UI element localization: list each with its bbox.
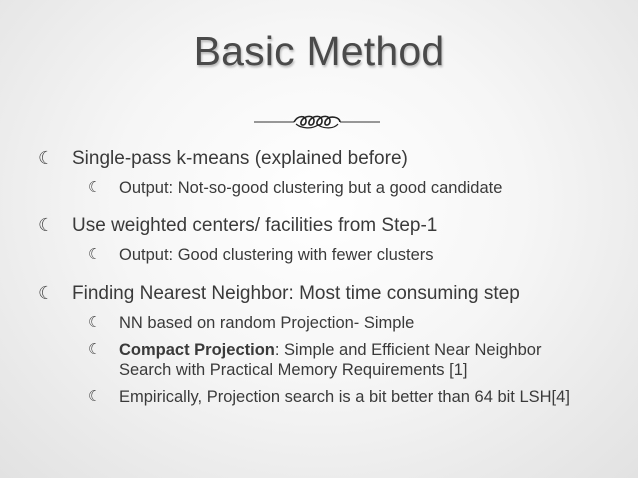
bullet-text: Output: Not-so-good clustering but a good candidate: [119, 179, 503, 197]
bullet-text: Use weighted centers/ facilities from Step-1: [72, 215, 438, 236]
bullet-icon: ☾: [88, 341, 102, 358]
bullet-icon: ☾: [88, 314, 102, 331]
bullet-bold-text: Compact Projection: [119, 341, 275, 359]
bullet-text: Output: Good clustering with fewer clusters: [119, 246, 434, 264]
bullet-icon: ☾: [88, 388, 102, 405]
bullet-icon: ☾: [88, 246, 102, 263]
bullet-text-block: [119, 340, 541, 380]
bullet-icon: ☾: [38, 148, 55, 168]
bullet-text: NN based on random Projection- Simple: [119, 314, 415, 332]
bullet-icon: ☾: [88, 179, 102, 196]
bullet-text: Empirically, Projection search is a bit better than 64 bit LSH[4]: [119, 388, 570, 406]
bullet-icon: ☾: [38, 283, 55, 303]
bullet-text: : Simple and Efficient Near Neighbor: [274, 341, 542, 359]
bullet-icon: ☾: [38, 215, 55, 235]
bullet-text-continuation: Search with Practical Memory Requirements [1]: [119, 361, 468, 379]
slide-title: Basic Method: [193, 28, 445, 74]
bullet-text: Finding Nearest Neighbor: Most time consuming step: [72, 283, 520, 304]
bullet-text: Single-pass k-means (explained before): [72, 148, 408, 169]
